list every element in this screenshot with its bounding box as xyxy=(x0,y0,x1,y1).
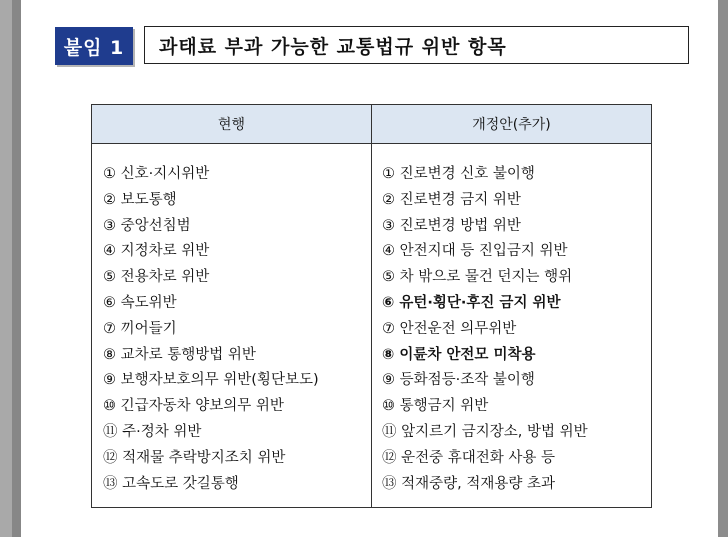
list-item: ④ 지정차로 위반 xyxy=(103,243,210,260)
list-item: ⑬ 고속도로 갓길통행 xyxy=(103,475,239,492)
list-item: ⑪ 주·정차 위반 xyxy=(103,423,202,440)
list-item: ⑪ 앞지르기 금지장소, 방법 위반 xyxy=(382,423,588,440)
attachment-badge: 붙임 1 xyxy=(55,27,133,65)
list-item: ② 보도통행 xyxy=(103,191,177,208)
list-item: ⑫ 운전중 휴대전화 사용 등 xyxy=(382,449,556,466)
window-frame-left-inner xyxy=(12,0,21,537)
document-title: 과태료 부과 가능한 교통법규 위반 항목 xyxy=(144,26,689,64)
list-item: ③ 진로변경 방법 위반 xyxy=(382,217,521,234)
window-frame-right xyxy=(718,0,728,537)
list-item: ⑤ 전용차로 위반 xyxy=(103,269,210,286)
list-item: ⑨ 보행자보호의무 위반(횡단보도) xyxy=(103,372,319,389)
list-item: ① 진로변경 신호 불이행 xyxy=(382,166,535,182)
list-item: ⑬ 적재중량, 적재용량 초과 xyxy=(382,475,556,492)
list-item: ⑥ 속도위반 xyxy=(103,294,177,311)
list-item: ⑨ 등화점등·조작 불이행 xyxy=(382,372,535,389)
list-item: ⑦ 끼어들기 xyxy=(103,320,177,337)
current-items-list xyxy=(103,162,319,497)
header-proposed: 개정안(추가) xyxy=(472,117,551,133)
header-current: 현행 xyxy=(217,117,246,133)
list-item: ⑦ 안전운전 의무위반 xyxy=(382,320,517,337)
proposed-items-list xyxy=(382,162,588,497)
list-item: ② 진로변경 금지 위반 xyxy=(382,191,521,208)
column-divider xyxy=(371,105,372,507)
list-item: ⑩ 통행금지 위반 xyxy=(382,398,489,415)
comparison-table xyxy=(91,104,652,508)
list-item: ⑫ 적재물 추락방지조치 위반 xyxy=(103,449,286,466)
window-frame-left xyxy=(0,0,12,537)
list-item: ③ 중앙선침범 xyxy=(103,217,191,234)
list-item: ⑧ 교차로 통행방법 위반 xyxy=(103,346,256,363)
list-item: ⑧ 이륜차 안전모 미착용 xyxy=(382,346,536,363)
list-item: ⑤ 차 밖으로 물건 던지는 행위 xyxy=(382,269,573,286)
list-item: ⑩ 긴급자동차 양보의무 위반 xyxy=(103,398,284,415)
list-item: ④ 안전지대 등 진입금지 위반 xyxy=(382,243,568,260)
list-item: ① 신호·지시위반 xyxy=(103,166,210,182)
list-item: ⑥ 유턴·횡단·후진 금지 위반 xyxy=(382,294,561,311)
